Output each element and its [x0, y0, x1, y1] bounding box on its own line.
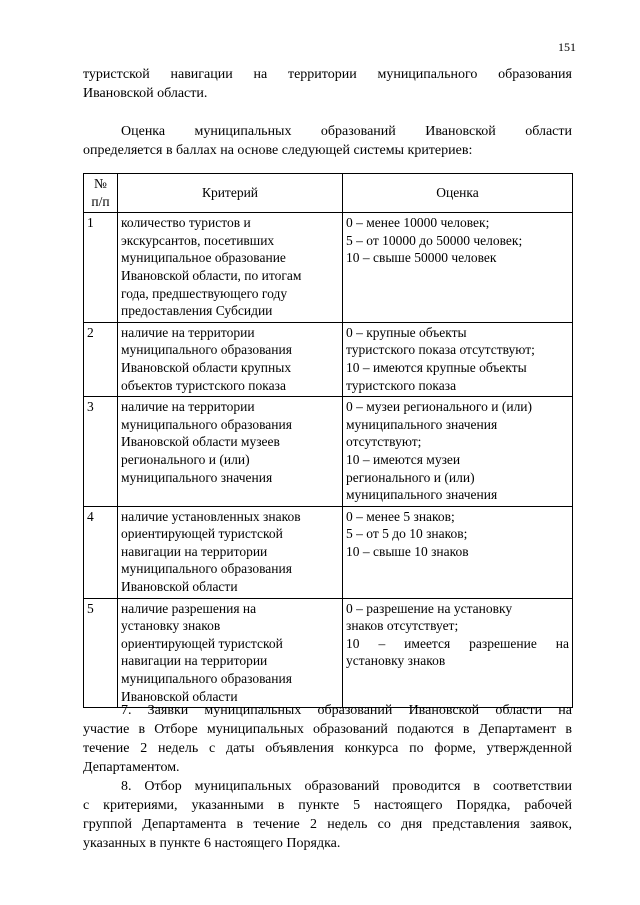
score-line: 10 – свыше 10 знаков — [346, 543, 469, 559]
p7-line-3: течение 2 недель с даты объявления конкурса по форме, утвержденной — [83, 741, 572, 756]
criterion-line: наличие на территории — [121, 399, 255, 415]
criterion-line: предоставления Субсидии — [121, 303, 273, 319]
table-row — [84, 506, 573, 598]
criterion-line: муниципальное образование — [121, 250, 286, 266]
table-row — [84, 213, 573, 323]
criterion-cell — [118, 506, 343, 598]
criterion-cell — [118, 397, 343, 507]
assessment-paragraph — [83, 122, 572, 160]
header-criterion: Критерий — [118, 174, 343, 213]
score-cell — [343, 506, 573, 598]
criterion-cell — [118, 598, 343, 708]
score-cell — [343, 397, 573, 507]
score-line: 0 – разрешение на установку — [346, 600, 513, 616]
row-number: 3 — [84, 397, 118, 507]
header-number: № п/п — [84, 174, 118, 213]
criteria-table — [83, 173, 573, 708]
criterion-line: наличие установленных знаков — [121, 508, 301, 524]
header-score: Оценка — [343, 174, 573, 213]
score-line: 0 – менее 10000 человек; — [346, 215, 490, 231]
criterion-line: муниципального образования — [121, 342, 292, 358]
row-number: 4 — [84, 506, 118, 598]
score-line: 10 – имеется разрешение на — [346, 635, 569, 651]
p8-line-4: указанных в пункте 6 настоящего Порядка. — [83, 836, 341, 851]
score-line: муниципального значения — [346, 487, 498, 503]
criterion-line: наличие разрешения на — [121, 600, 257, 616]
score-line: 5 – от 10000 до 50000 человек; — [346, 232, 523, 248]
score-line: туристского показа — [346, 377, 457, 393]
score-line: 10 – имеются музеи — [346, 451, 461, 467]
score-line: 0 – музеи регионального и (или) — [346, 399, 533, 415]
score-cell — [343, 598, 573, 708]
criterion-line: Ивановской области, по итогам — [121, 267, 302, 283]
score-line: знаков отсутствует; — [346, 618, 459, 634]
paragraph-8 — [83, 777, 572, 853]
p8-line-1: 8. Отбор муниципальных образований проводится в соответствии — [121, 779, 572, 794]
score-line: туристского показа отсутствуют; — [346, 342, 535, 358]
row-number: 5 — [84, 598, 118, 708]
criterion-line: Ивановской области крупных — [121, 359, 292, 375]
table-header-row — [84, 174, 573, 213]
table-row — [84, 322, 573, 396]
score-line: установку знаков — [346, 653, 446, 669]
criterion-cell — [118, 213, 343, 323]
criterion-line: Ивановской области музеев — [121, 434, 280, 450]
score-line: регионального и (или) — [346, 469, 475, 485]
score-cell — [343, 322, 573, 396]
score-line: 0 – менее 5 знаков; — [346, 508, 455, 524]
criterion-line: Ивановской области — [121, 579, 238, 595]
p7-line-2: участие в Отборе муниципальных образований подаются в Департамент в — [83, 722, 572, 737]
score-line: отсутствуют; — [346, 434, 422, 450]
criterion-line: регионального и (или) — [121, 451, 250, 467]
criterion-line: объектов туристского показа — [121, 377, 286, 393]
criterion-line: муниципального значения — [121, 469, 273, 485]
intro-line-2: Ивановской области. — [83, 86, 208, 101]
score-line: муниципального значения — [346, 416, 498, 432]
page-number: 151 — [558, 40, 576, 54]
criterion-line: установку знаков — [121, 618, 221, 634]
criterion-line: года, предшествующего году — [121, 285, 288, 301]
p7-line-1: 7. Заявки муниципальных образований Ивановской области на — [121, 703, 572, 718]
criterion-line: Ивановской области — [121, 688, 238, 704]
criterion-line: муниципального образования — [121, 671, 292, 687]
score-line: 10 – имеются крупные объекты — [346, 359, 527, 375]
p8-line-3: группой Департамента в течение 2 недель со дня представления заявок, — [83, 817, 572, 832]
intro-paragraph — [83, 65, 572, 103]
score-line: 5 – от 5 до 10 знаков; — [346, 526, 468, 542]
table-row — [84, 598, 573, 708]
assessment-line-2: определяется в баллах на основе следующей системы критериев: — [83, 143, 473, 158]
criterion-cell — [118, 322, 343, 396]
criterion-line: экскурсантов, посетивших — [121, 232, 275, 248]
criterion-line: ориентирующей туристской — [121, 635, 283, 651]
score-line: 10 – свыше 50000 человек — [346, 250, 497, 266]
criterion-line: навигации на территории — [121, 653, 268, 669]
p7-line-4: Департаментом. — [83, 760, 180, 775]
criterion-line: количество туристов и — [121, 215, 251, 231]
assessment-line-1: Оценка муниципальных образований Ивановской области — [121, 124, 572, 139]
criterion-line: навигации на территории — [121, 543, 268, 559]
paragraph-7 — [83, 701, 572, 777]
score-line: 0 – крупные объекты — [346, 324, 467, 340]
p8-line-2: с критериями, указанными в пункте 5 настоящего Порядка, рабочей — [83, 798, 572, 813]
criteria-table-body — [84, 213, 573, 708]
criterion-line: муниципального образования — [121, 416, 292, 432]
row-number: 2 — [84, 322, 118, 396]
table-row — [84, 397, 573, 507]
score-cell — [343, 213, 573, 323]
criterion-line: муниципального образования — [121, 561, 292, 577]
row-number: 1 — [84, 213, 118, 323]
intro-line-1: туристской навигации на территории муниципального образования — [83, 67, 572, 82]
criterion-line: ориентирующей туристской — [121, 526, 283, 542]
criterion-line: наличие на территории — [121, 324, 255, 340]
